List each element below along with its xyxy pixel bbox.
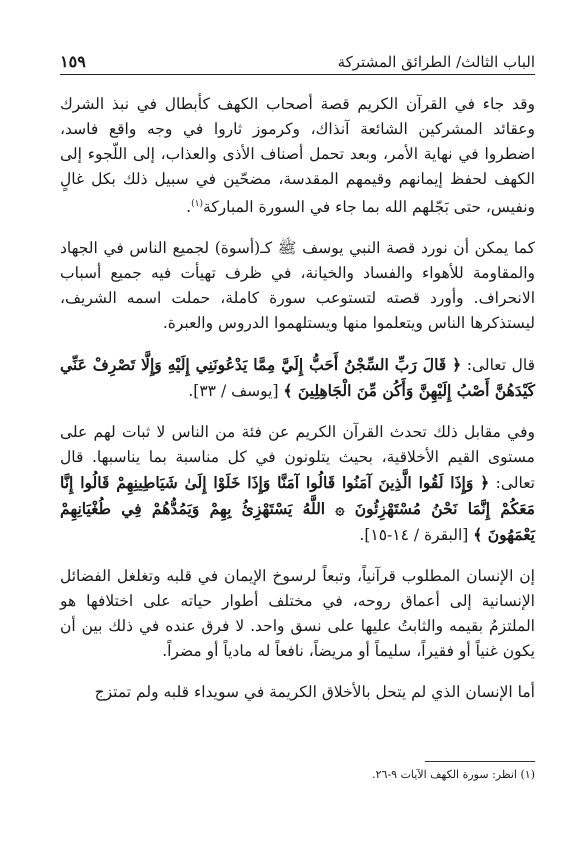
paragraph-4-text: وفي مقابل ذلك تحدث القرآن الكريم عن فئة من الناس لا ثبات لهم على مستوى القيم الأخلاقية، بحيث يتلونون في كل مناسبة بما يناسبها. قال تعالى: <box>60 423 535 493</box>
paragraph-6 <box>60 680 535 705</box>
paragraph-5 <box>60 564 535 664</box>
paragraph-2-text: كما يمكن أن نورد قصة النبي يوسف ﷺ كـ(أسوة) لجميع الناس في الجهاد والمقاومة للأهواء والفساد والخيانة، في ظرف تهيأت فيه جميع أسباب الانحراف. وأورد قصته لتستوعب سورة كاملة، حملت اسمه الشريف، ليستذكرها الناس ويتعلموا منها ويستلهموا الدروس والعبرة. <box>60 239 535 333</box>
quran-verse-baqara: ﴿ وَإِذَا لَقُوا الَّذِينَ آمَنُوا قَالُوا آمَنَّا وَإِذَا خَلَوْا إِلَىٰ شَيَاطِينِهِمْ قَالُوا إِنَّا مَعَكُمْ إِنَّمَا نَحْنُ مُسْتَهْزِئُونَ ۞ اللَّهُ يَسْتَهْزِئُ بِهِمْ وَيَمُدُّهُمْ فِي طُغْيَانِهِمْ يَعْمَهُونَ ﴾ <box>60 473 535 545</box>
paragraph-1-text: وقد جاء في القرآن الكريم قصة أصحاب الكهف كأبطال في نبذ الشرك وعقائد المشركين الشائعة آنذاك، وكرموز ثاروا في وجه واقع فاسد، اضطروا في نهاية الأمر، وبعد تحمل أصناف الأذى والعذاب، إلى اللّجوء إلى الكهف لحفظ إيمانهم وقيمهم المقدسة، مضحّين في سبيل ذلك بكل غالٍ ونفيس، حتى بَجّلهم الله بما جاء في السورة المباركة <box>60 95 535 217</box>
page-number: ١٥٩ <box>60 52 86 71</box>
page-body <box>60 92 535 705</box>
footnote: (١) انظر: سورة الكهف الآيات ٩-٢٦. <box>372 768 535 781</box>
paragraph-1: وقد جاء في القرآن الكريم قصة أصحاب الكهف كأبطال في نبذ الشرك وعقائد المشركين الشائعة آنذاك، وكرموز ثاروا في وجه واقع فاسد، اضطروا في نهاية الأمر، وبعد تحمل أصناف الأذى والعذاب، إلى اللّجوء إلى الكهف لحفظ إيمانهم وقيمهم المقدسة، مضحّين في سبيل ذلك بكل غالٍ ونفيس، حتى بَجّلهم الله بما جاء في السورة المباركة$^{(١)}$. <box>60 95 535 217</box>
quran-verse-yusuf: ﴿ قَالَ رَبِّ السِّجْنُ أَحَبُّ إِلَيَّ مِمَّا يَدْعُونَنِي إِلَيْهِ وَإِلَّا تَصْرِفْ عَنِّي كَيْدَهُنَّ أَصْبُ إِلَيْهِنَّ وَأَكُن مِّنَ الْجَاهِلِينَ ﴾ <box>60 355 535 401</box>
verse-reference-yusuf: [يوسف / ٣٣]. <box>188 382 284 401</box>
page-header <box>60 48 535 75</box>
footnote-divider <box>425 761 535 762</box>
paragraph-4 <box>60 420 535 548</box>
paragraph-3 <box>60 352 535 404</box>
paragraph-2 <box>60 236 535 336</box>
footnote-marker: (١) <box>191 199 203 209</box>
running-title: الباب الثالث/ الطرائق المشتركة <box>337 53 535 71</box>
paragraph-6-text: أما الإنسان الذي لم يتحل بالأخلاق الكريمة في سويداء قلبه ولم تمتزج <box>94 683 535 702</box>
paragraph-5-text: إن الإنسان المطلوب قرآنياً، وتبعاً لرسوخ الإيمان في قلبه وتغلغل الفضائل الإنسانية إلى أعماق روحه، في مختلف أطوار حياته على اختلافها هو الملتزمُ بقيمه والثابتُ عليها على نسق واحد. لا فرق عنده في ذلك بين أن يكون غنياً أو فقيراً، سليماً أو مريضاً، نافعاً له مادياً أو مضراً. <box>60 567 535 661</box>
paragraph-3-lead: قال تعالى: <box>461 356 535 375</box>
verse-reference-baqara: [البقرة / ١٤-١٥]. <box>359 526 474 545</box>
